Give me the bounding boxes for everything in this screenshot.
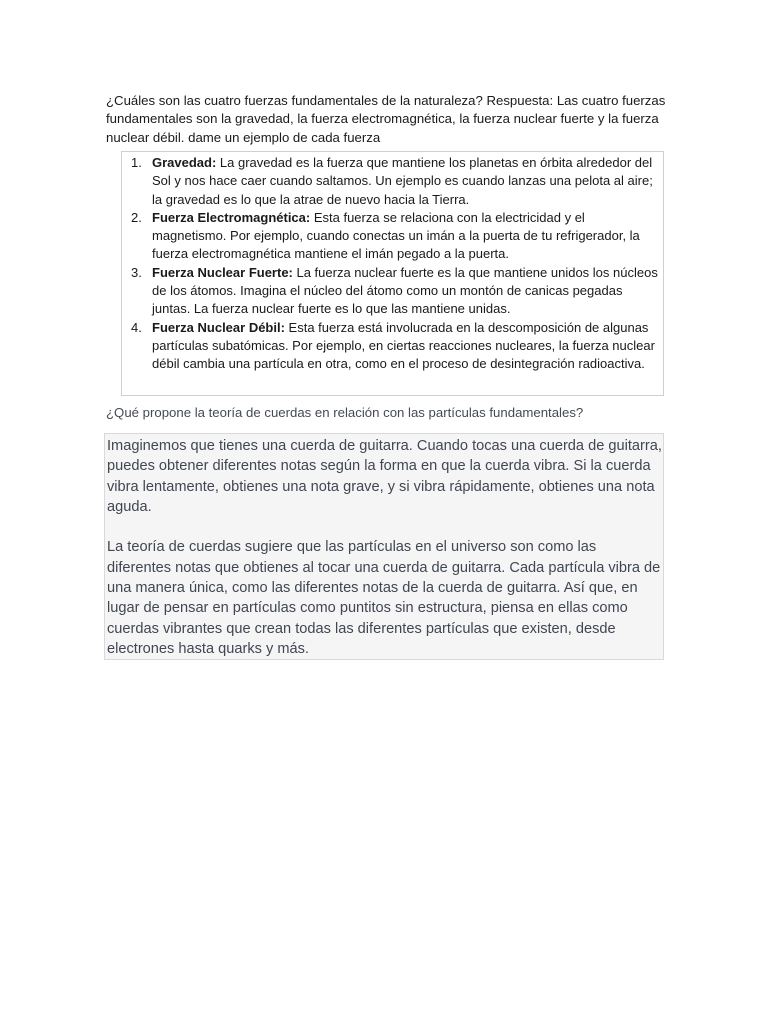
list-number: 1.	[131, 155, 142, 170]
force-description: Esta fuerza está involucrada en la descomposición de algunas partículas subatómicas. Por ejemplo, en ciertas reacciones nucleares, la fuerza nuclear débil cambia una partícula en otra, como en el proceso de desintegración radioactiva.	[152, 319, 655, 372]
forces-answer-box	[121, 151, 664, 396]
answer-paragraph-1: Imaginemos que tienes una cuerda de guitarra. Cuando tocas una cuerda de guitarra, puedes obtener diferentes notas según la forma en que la cuerda vibra. Si la cuerda vibra lentamente, obtienes una nota grave, y si vibra rápidamente, obtienes una nota aguda.	[107, 438, 662, 515]
forces-list	[122, 154, 662, 374]
force-name: Fuerza Electromagnética:	[152, 209, 311, 225]
string-theory-answer-box	[104, 433, 664, 660]
force-description: Esta fuerza se relaciona con la electricidad y el magnetismo. Por ejemplo, cuando conectas un imán a la puerta de tu refrigerador, la fuerza electromagnética mantiene el imán pegado a la puerta.	[152, 209, 640, 262]
force-description: La gravedad es la fuerza que mantiene los planetas en órbita alrededor del Sol y nos hace caer cuando saltamos. Un ejemplo es cuando lanzas una pelota al aire; la gravedad es lo que la atrae de nuevo hacia la Tierra.	[152, 155, 653, 207]
force-name: Gravedad:	[152, 155, 217, 170]
string-theory-question: ¿Qué propone la teoría de cuerdas en relación con las partículas fundamentales?	[106, 405, 584, 420]
force-description: La fuerza nuclear fuerte es la que mantiene unidos los núcleos de los átomos. Imagina el núcleo del átomo como un montón de canicas pegadas juntas. La fuerza nuclear fuerte es lo que las mantiene unidas.	[152, 264, 658, 317]
force-item-electromagnetic	[122, 209, 662, 264]
force-name: Fuerza Nuclear Débil:	[152, 319, 285, 335]
intro-question: ¿Cuáles son las cuatro fuerzas fundamentales de la naturaleza? Respuesta: Las cuatro fuerzas fundamentales son la gravedad, la fuerza electromagnética, la fuerza nuclear fuerte y la fuerza nuclear débil. dame un ejemplo de cada fuerza	[106, 93, 666, 145]
force-item-weak-nuclear	[122, 319, 662, 374]
force-item-strong-nuclear	[122, 264, 662, 319]
force-name: Fuerza Nuclear Fuerte:	[152, 264, 293, 280]
list-number: 3.	[131, 264, 142, 280]
force-item-gravity	[122, 154, 662, 209]
answer-paragraph-2: La teoría de cuerdas sugiere que las partículas en el universo son como las diferentes notas que obtienes al tocar una cuerda de guitarra. Cada partícula vibra de una manera única, como las diferentes notas de la cuerda de guitarra. Así que, en lugar de pensar en partículas como puntitos sin estructura, piensa en ellas como cuerdas vibrantes que crean todas las diferentes partículas que existen, desde electrones hasta quarks y más.	[107, 539, 661, 657]
list-number: 2.	[131, 209, 142, 225]
list-number: 4.	[131, 319, 142, 335]
string-theory-answer	[107, 436, 663, 659]
